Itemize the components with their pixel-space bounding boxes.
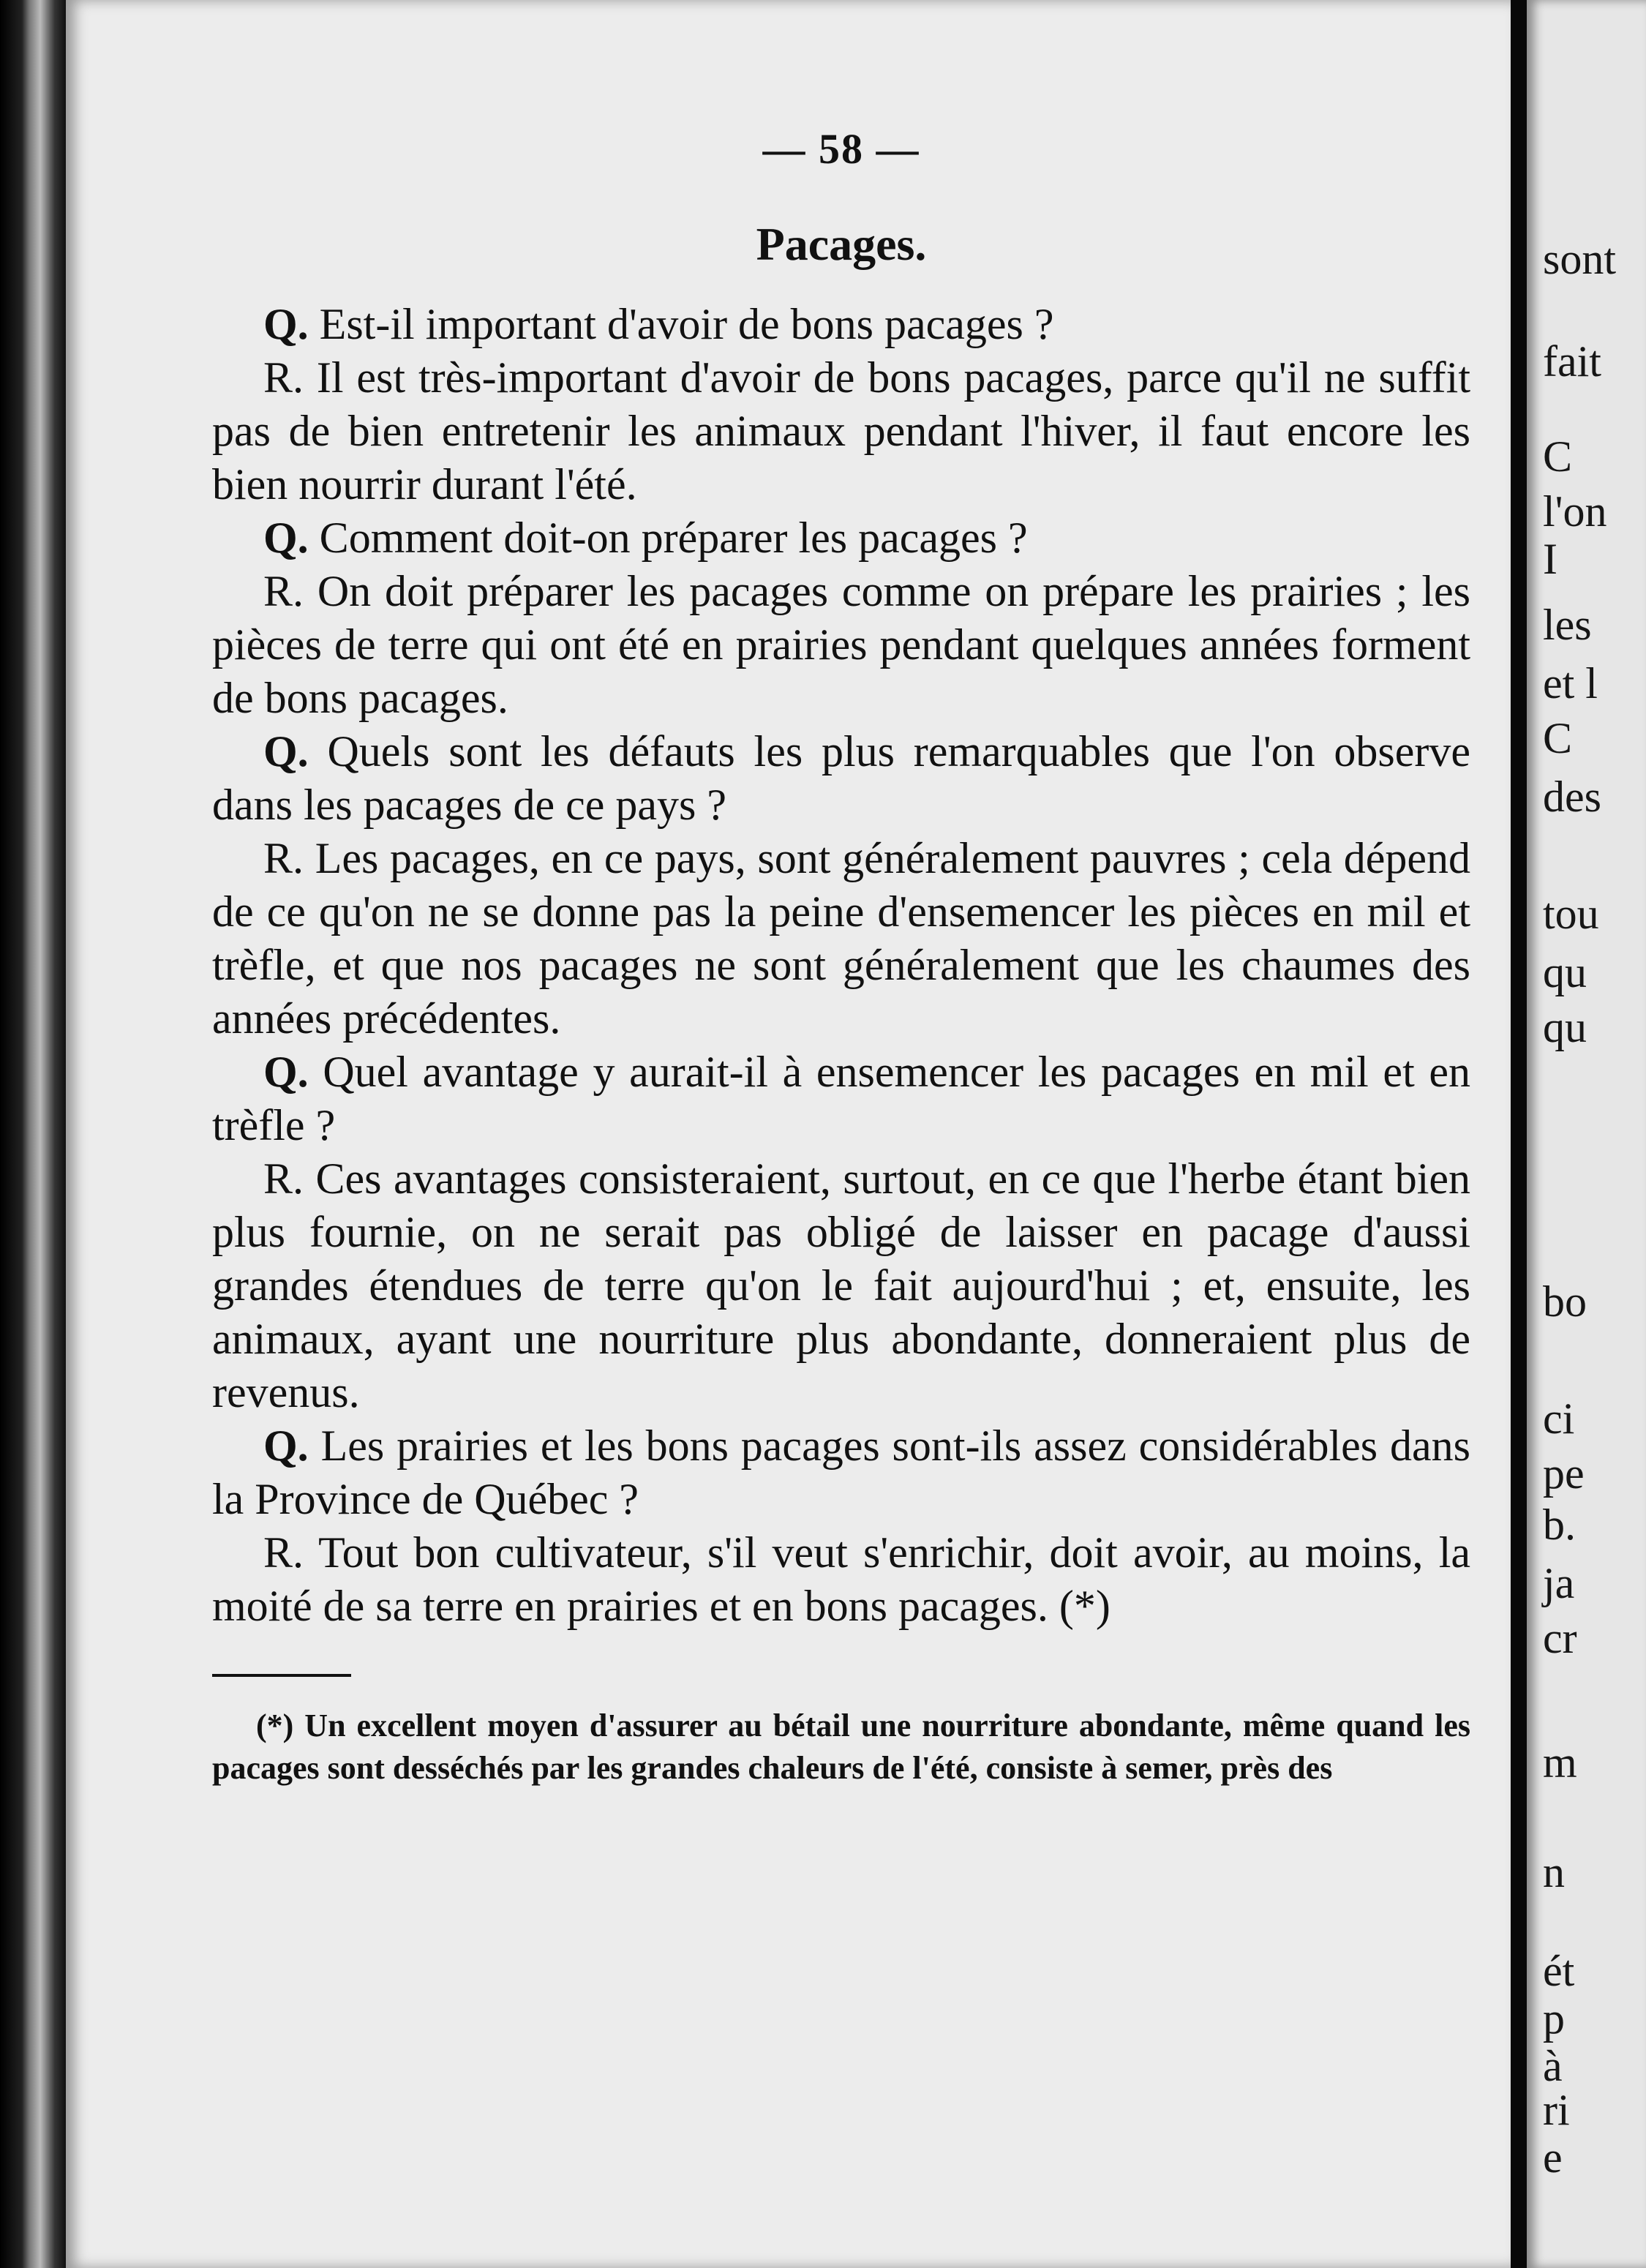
adjacent-page-fragment: e	[1543, 2133, 1563, 2182]
adjacent-page-fragment: ja	[1543, 1559, 1575, 1607]
paragraph-mark: R.	[263, 834, 304, 882]
adjacent-page-fragment: et l	[1543, 659, 1598, 707]
paragraph-text: Les pacages, en ce pays, sont généralement pauvres ; cela dépend de ce qu'on ne se donne pas la peine d'ensemencer les pièces en mil et trèfle, et que nos pacages ne sont généralement que les chaumes des années précédentes.	[212, 834, 1470, 1043]
adjacent-page-fragment: C	[1543, 432, 1573, 481]
adjacent-page-fragment: des	[1543, 773, 1601, 821]
paragraph-mark: Q.	[263, 1422, 309, 1470]
paragraph-question	[212, 298, 1470, 351]
paragraph-mark: Q.	[263, 1048, 309, 1096]
paragraph-answer	[212, 351, 1470, 511]
adjacent-page-fragment: sont	[1543, 235, 1617, 283]
paragraph-text: Tout bon cultivateur, s'il veut s'enrichir, doit avoir, au moins, la moité de sa terre en prairies et en bons pacages. (*)	[212, 1528, 1471, 1630]
adjacent-page-fragment: C	[1543, 714, 1573, 762]
adjacent-page-fragment: ci	[1543, 1394, 1575, 1443]
footnote-divider	[212, 1674, 351, 1677]
paragraph-text: Il est très-important d'avoir de bons pacages, parce qu'il ne suffit pas de bien entretenir les animaux pendant l'hiver, il faut encore les bien nourrir durant l'été.	[212, 353, 1470, 508]
adjacent-page-edge	[1527, 0, 1646, 2268]
paragraph-mark: Q.	[263, 300, 309, 348]
paragraph-answer	[212, 1526, 1470, 1633]
adjacent-page-fragment: b.	[1543, 1501, 1576, 1549]
paragraph-text: Comment doit-on préparer les pacages ?	[319, 514, 1028, 562]
adjacent-page-fragment: les	[1543, 601, 1592, 649]
paragraph-answer	[212, 1152, 1470, 1419]
paragraph-mark: R.	[263, 567, 304, 615]
adjacent-page-fragment: p	[1543, 1994, 1565, 2043]
paragraph-answer	[212, 565, 1470, 725]
adjacent-page-fragment: à	[1543, 2042, 1563, 2090]
paragraph-question	[212, 1045, 1470, 1152]
adjacent-page-fragment: ri	[1543, 2086, 1570, 2134]
paragraph-text: Les prairies et les bons pacages sont-ils assez considérables dans la Province de Québec ?	[212, 1422, 1471, 1523]
paragraph-answer	[212, 832, 1470, 1045]
paragraph-text: Ces avantages consisteraient, surtout, en ce que l'herbe étant bien plus fournie, on ne serait pas obligé de laisser en pacage d'aussi grandes étendues de terre qu'on le fait aujourd'hui ; et, ensuite, les animaux, ayant une nourriture plus abondante, donneraient plus de revenus.	[212, 1154, 1471, 1416]
paragraph-text: Est-il important d'avoir de bons pacages ?	[319, 300, 1054, 348]
section-title: Pacages.	[756, 218, 927, 270]
adjacent-page-fragment: I	[1543, 535, 1557, 583]
book-spine-edge	[0, 0, 66, 2268]
page-content	[212, 124, 1470, 1790]
paragraph-text: Quels sont les défauts les plus remarquables que l'on observe dans les pacages de ce pays ?	[212, 727, 1471, 829]
paragraph-mark: R.	[263, 1154, 304, 1203]
paragraph-mark: Q.	[263, 727, 309, 776]
page-number: — 58 —	[762, 125, 920, 173]
paragraph-text: Quel avantage y aurait-il à ensemencer les pacages en mil et en trèfle ?	[212, 1048, 1471, 1149]
book-gutter	[1511, 0, 1527, 2268]
paragraph-question	[212, 511, 1470, 565]
adjacent-page-fragment: qu	[1543, 948, 1587, 996]
adjacent-page-fragment: bo	[1543, 1277, 1587, 1326]
paragraph-mark: R.	[263, 1528, 304, 1577]
adjacent-page-fragment: pe	[1543, 1449, 1585, 1498]
paragraph-question	[212, 725, 1470, 832]
adjacent-page-fragment: cr	[1543, 1614, 1577, 1662]
paragraph-mark: Q.	[263, 514, 309, 562]
adjacent-page-fragment: l'on	[1543, 487, 1607, 536]
adjacent-page-fragment: qu	[1543, 1003, 1587, 1051]
paragraph-question	[212, 1419, 1470, 1526]
adjacent-page-fragment: ét	[1543, 1947, 1575, 1995]
adjacent-page-fragment: m	[1543, 1738, 1577, 1787]
footnote: (*) Un excellent moyen d'assurer au bétail une nourriture abondante, même quand les pacages sont desséchés par les grandes chaleurs de l'été, consiste à semer, près des	[212, 1708, 1470, 1786]
paragraph-text: On doit préparer les pacages comme on prépare les prairies ; les pièces de terre qui ont été en prairies pendant quelques années forment de bons pacages.	[212, 567, 1471, 722]
paragraph-mark: R.	[263, 353, 304, 402]
adjacent-page-fragment: n	[1543, 1848, 1565, 1896]
adjacent-page-fragment: fait	[1543, 337, 1601, 386]
adjacent-page-fragment: tou	[1543, 890, 1599, 938]
